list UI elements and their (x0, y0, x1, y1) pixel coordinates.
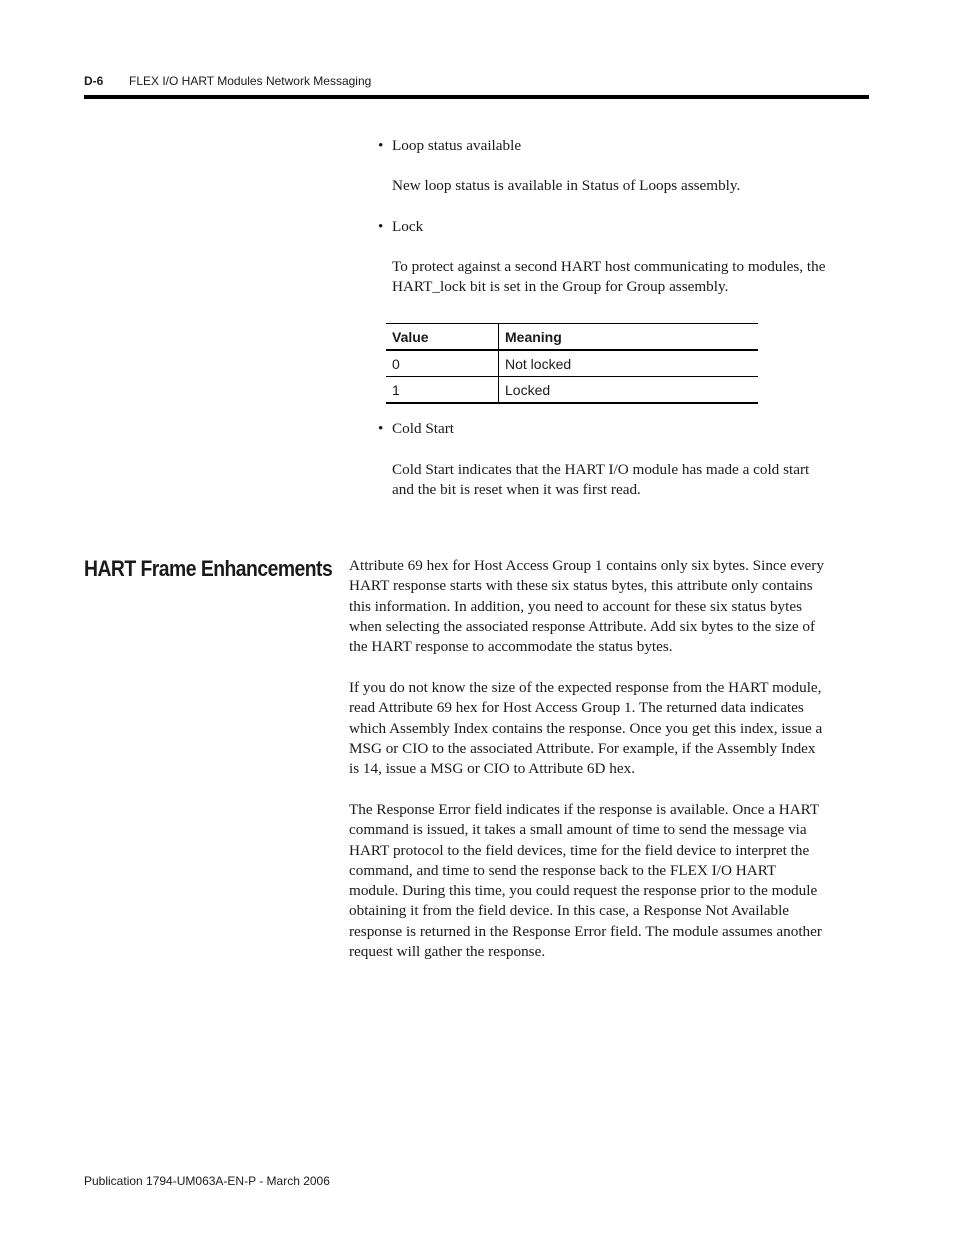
bullet-label: Lock (392, 218, 424, 235)
text-line: HART protocol to the field devices, time for the field device to interpret the (349, 841, 810, 859)
bullet-item-cold-start (378, 419, 454, 439)
text-line: is 14, issue a MSG or CIO to Attribute 6D hex. (349, 760, 636, 778)
column-header-meaning: Meaning (499, 324, 759, 351)
bullet-icon: • (378, 218, 384, 235)
text-line: this information. In addition, you need to account for these six status bytes (349, 597, 803, 615)
text-line: The Response Error field indicates if the response is available. Once a HART (349, 801, 820, 818)
table-cell: Not locked (499, 350, 759, 377)
chapter-title: FLEX I/O HART Modules Network Messaging (129, 74, 372, 88)
bullet-item-loop-status (378, 136, 521, 156)
body-paragraph (349, 800, 822, 962)
text-line: request will gather the response. (349, 943, 546, 961)
table-header-row (386, 324, 758, 351)
table-row (386, 377, 758, 404)
text-line: command, and time to send the response back to the FLEX I/O HART (349, 861, 777, 879)
page-header (84, 72, 869, 92)
bullet-description (392, 257, 825, 298)
text-line: obtaining it from the field device. In this case, a Response Not Available (349, 902, 790, 920)
text-line: response is returned in the Response Error field. The module assumes another (349, 922, 822, 940)
bullet-icon: • (378, 137, 384, 154)
text-line: To protect against a second HART host communicating to modules, the (392, 258, 826, 275)
table-cell: Locked (499, 377, 759, 404)
body-paragraph (349, 556, 824, 657)
bullet-item-lock (378, 217, 423, 237)
text-line: module. During this time, you could request the response prior to the module (349, 882, 818, 900)
column-header-value: Value (386, 324, 499, 351)
text-line: If you do not know the size of the expected response from the HART module, (349, 679, 822, 696)
header-rule (84, 95, 869, 99)
text-line: command is issued, it takes a small amount of time to send the message via (349, 821, 807, 839)
bullet-description (392, 176, 740, 196)
text-line: New loop status is available in Status of Loops assembly. (392, 177, 741, 194)
text-line: HART_lock bit is set in the Group for Group assembly. (392, 278, 729, 296)
text-line: read Attribute 69 hex for Host Access Group 1. The returned data indicates (349, 699, 804, 717)
text-line: MSG or CIO to the associated Attribute. For example, if the Assembly Index (349, 739, 816, 757)
text-line: and the bit is reset when it was first read. (392, 481, 641, 499)
bullet-label: Loop status available (392, 137, 522, 154)
table-row (386, 350, 758, 377)
body-paragraph (349, 678, 822, 779)
text-line: Attribute 69 hex for Host Access Group 1 contains only six bytes. Since every (349, 557, 824, 574)
text-line: the HART response to accommodate the status bytes. (349, 638, 673, 656)
publication-footer: Publication 1794-UM063A-EN-P - March 2006 (84, 1174, 330, 1188)
table-cell: 0 (386, 350, 499, 377)
page-number: D-6 (84, 74, 104, 88)
lock-value-table (386, 323, 758, 404)
bullet-label: Cold Start (392, 420, 455, 437)
text-line: which Assembly Index contains the response. Once you get this index, issue a (349, 719, 823, 737)
bullet-icon: • (378, 420, 384, 437)
table-cell: 1 (386, 377, 499, 404)
text-line: Cold Start indicates that the HART I/O module has made a cold start (392, 461, 810, 478)
section-heading: HART Frame Enhancements (84, 556, 333, 581)
bullet-description (392, 460, 809, 501)
text-line: HART response starts with these six status bytes, this attribute only contains (349, 577, 813, 595)
text-line: when selecting the associated response Attribute. Add six bytes to the size of (349, 617, 816, 635)
